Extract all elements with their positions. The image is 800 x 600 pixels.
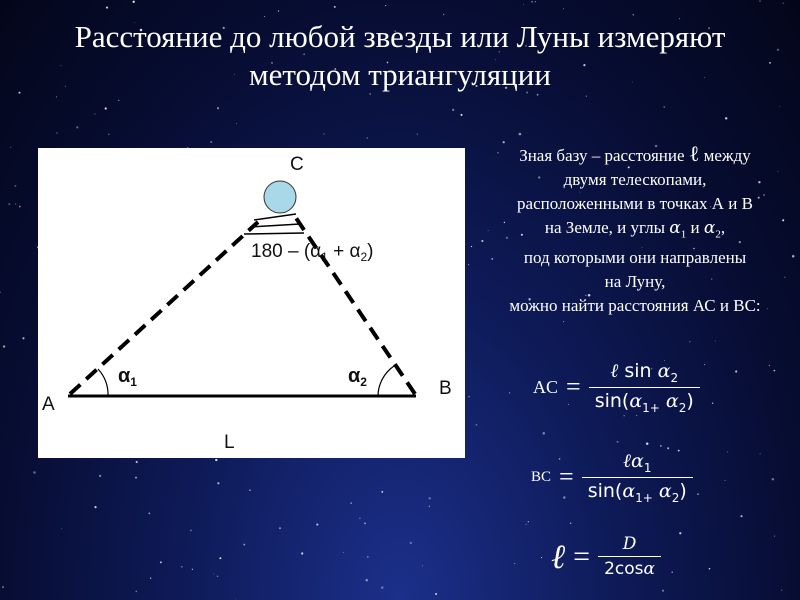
star-dot — [460, 114, 462, 116]
star-dot — [774, 535, 775, 536]
star-dot — [663, 106, 664, 107]
star-dot — [632, 14, 634, 16]
star-dot — [514, 563, 515, 564]
star-dot — [468, 264, 469, 265]
star-dot — [429, 506, 430, 507]
star-dot — [759, 0, 760, 1]
star-dot — [509, 392, 510, 393]
star-dot — [541, 557, 542, 558]
formula-ac — [533, 360, 700, 415]
star-dot — [56, 133, 57, 134]
formula-ac-equals: = — [566, 372, 581, 402]
star-dot — [671, 572, 673, 574]
formula-bc-denominator: $\sin(\alpha_{1+}$ $\alpha_2$) — [587, 479, 687, 505]
formula-ac-denominator: $\sin(\alpha_{1+}$ $\alpha_2$) — [594, 389, 694, 415]
formula-ell-equals: = — [573, 539, 591, 573]
star-dot — [217, 576, 219, 578]
star-dot — [617, 441, 619, 443]
star-dot — [783, 3, 784, 4]
star-dot — [475, 424, 477, 426]
angle1-label: $\alpha_1$ — [118, 365, 137, 389]
star-dot — [760, 453, 761, 454]
formula-ac-numerator: ℓ $\sin \alpha_2$ — [589, 360, 700, 388]
star-dot — [264, 16, 265, 17]
star-dot — [217, 107, 219, 109]
slide-title — [0, 18, 800, 94]
star-dot — [563, 8, 564, 9]
star-dot — [410, 542, 413, 545]
star-dot — [570, 522, 571, 523]
star-dot — [367, 556, 369, 558]
formula-ell-denominator: 2cosα — [604, 559, 655, 579]
star-dot — [278, 10, 279, 11]
point-a-label: A — [42, 394, 55, 415]
explanation-text — [470, 142, 800, 318]
star-dot — [192, 569, 193, 570]
explanation-line-1: Зная базу – расстояние ℓ между — [519, 141, 751, 166]
star-dot — [709, 568, 710, 569]
star-dot — [586, 96, 587, 97]
star-dot — [435, 593, 437, 595]
star-dot — [118, 100, 119, 101]
star-dot — [519, 133, 522, 136]
star-dot — [523, 4, 524, 5]
star-dot — [781, 590, 782, 591]
formula-bc — [531, 450, 693, 505]
star-dot — [105, 107, 107, 109]
star-dot — [350, 502, 352, 504]
star-dot — [235, 599, 236, 600]
star-dot — [148, 513, 150, 515]
explanation-line-7: можно найти расстояния АС и ВС: — [509, 296, 761, 316]
star-dot — [535, 1, 536, 2]
star-dot — [150, 577, 151, 578]
formula-bc-equals: = — [559, 462, 574, 492]
star-dot — [14, 185, 16, 187]
star-dot — [636, 415, 637, 416]
formula-ell-fraction — [598, 534, 661, 579]
star-dot — [22, 337, 24, 339]
star-dot — [417, 134, 418, 135]
star-dot — [367, 137, 368, 138]
star-dot — [135, 477, 137, 479]
star-dot — [381, 491, 383, 493]
star-dot — [531, 1, 533, 3]
star-dot — [10, 147, 11, 148]
formula-ac-fraction — [589, 360, 700, 415]
star-dot — [136, 461, 138, 463]
triangulation-diagram — [38, 148, 465, 458]
star-dot — [452, 109, 454, 111]
star-dot — [8, 203, 10, 205]
star-dot — [106, 7, 108, 9]
star-dot — [543, 432, 545, 434]
star-dot — [715, 341, 716, 342]
star-dot — [210, 141, 212, 143]
star-dot — [468, 396, 470, 398]
formula-ell-lhs: ℓ — [551, 536, 566, 577]
star-dot — [219, 557, 221, 559]
star-dot — [301, 552, 303, 554]
side-ac — [70, 222, 258, 394]
star-dot — [385, 5, 386, 6]
star-dot — [740, 515, 742, 517]
star-dot — [316, 524, 318, 526]
point-c-label: C — [290, 154, 304, 175]
star-dot — [108, 133, 110, 135]
star-dot — [19, 206, 21, 208]
angle2-arc — [378, 366, 394, 396]
formula-bc-numerator: ℓα$_1$ — [582, 450, 693, 478]
star-dot — [279, 527, 281, 529]
star-dot — [249, 489, 251, 491]
star-dot — [2, 586, 4, 588]
star-dot — [774, 370, 776, 372]
explanation-line-4: на Земле, и углы $\alpha_1$ и $\alpha_2$, — [544, 218, 726, 241]
star-dot — [712, 402, 713, 403]
star-dot — [704, 364, 705, 365]
star-dot — [76, 126, 78, 128]
star-dot — [697, 493, 698, 494]
star-dot — [213, 573, 214, 574]
formula-bc-fraction — [582, 450, 693, 505]
explanation-line-3: расположенными в точках А и В — [517, 194, 753, 213]
explanation-line-5: под которыми они направлены — [523, 248, 747, 268]
formula-bc-lhs: BC — [531, 468, 552, 485]
star-dot — [94, 113, 95, 114]
star-dot — [667, 447, 669, 449]
formula-ell — [551, 534, 661, 579]
star-dot — [217, 482, 219, 484]
star-dot — [727, 451, 728, 452]
title-line-2: методом триангуляции — [249, 57, 551, 92]
star-dot — [94, 506, 96, 508]
apex-arc-3 — [244, 233, 304, 234]
base-label: L — [224, 432, 235, 453]
star-dot — [33, 471, 36, 474]
star-dot — [429, 497, 431, 499]
apex-angle-label: $180 - (\alpha_1 + \alpha_2)$ — [251, 241, 374, 264]
star-dot — [725, 480, 726, 481]
star-dot — [56, 96, 57, 97]
star-dot — [323, 133, 325, 135]
star-dot — [528, 521, 529, 522]
formula-ell-numerator: D — [598, 534, 661, 557]
title-line-1: Расстояние до любой звезды или Луны измеряют — [74, 19, 726, 54]
star-dot — [735, 370, 737, 372]
star-dot — [359, 518, 361, 520]
formula-ac-lhs: AC — [533, 376, 559, 397]
star-dot — [334, 6, 336, 8]
star-dot — [181, 566, 182, 567]
star-dot — [679, 532, 681, 534]
star-dot — [160, 561, 162, 563]
star-dot — [769, 365, 770, 366]
star-dot — [190, 530, 192, 532]
star-dot — [422, 565, 423, 566]
star-dot — [61, 528, 62, 529]
star-dot — [525, 524, 526, 525]
star-dot — [624, 415, 625, 416]
angle2-label: $\alpha_2$ — [348, 365, 367, 389]
moon-icon — [264, 181, 296, 213]
angle1-arc — [98, 369, 108, 396]
star-dot — [99, 475, 101, 477]
point-b-label: B — [439, 378, 452, 399]
star-dot — [772, 478, 774, 480]
star-dot — [563, 321, 564, 322]
star-dot — [0, 291, 1, 293]
star-dot — [443, 14, 444, 15]
star-dot — [646, 442, 648, 444]
star-dot — [243, 544, 245, 546]
star-dot — [660, 445, 662, 447]
star-dot — [15, 203, 16, 204]
star-dot — [236, 123, 237, 124]
star-dot — [381, 586, 383, 588]
star-dot — [537, 94, 539, 96]
explanation-line-6: на Луну, — [604, 272, 666, 292]
star-dot — [366, 579, 368, 581]
star-dot — [779, 106, 780, 107]
star-dot — [662, 590, 664, 592]
star-dot — [133, 1, 135, 3]
explanation-line-2: двумя телескопами, — [563, 170, 707, 189]
star-dot — [3, 345, 5, 347]
star-dot — [136, 591, 138, 593]
star-dot — [725, 117, 727, 119]
star-dot — [689, 341, 690, 342]
star-dot — [343, 552, 344, 553]
star-dot — [364, 522, 366, 524]
apex-arc-1 — [254, 214, 296, 220]
triangulation-svg — [38, 148, 465, 458]
star-dot — [215, 459, 217, 461]
